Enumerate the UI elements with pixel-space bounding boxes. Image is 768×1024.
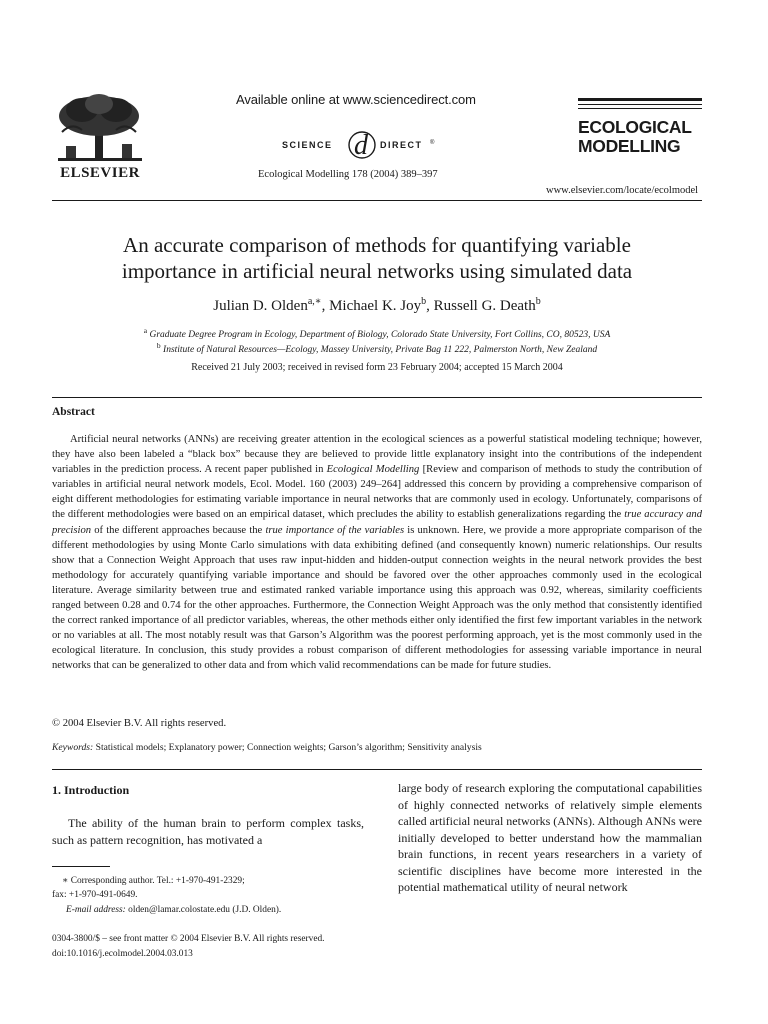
affiliation-text: Institute of Natural Resources—Ecology, Massey University, Private Bag 11 222, Palmerston North, New Zealand (163, 345, 598, 356)
abstract-text-run: [Review and comparison of methods to study the contribution of variables in artificial neural network models, Ecol. Model. 160 (2003) 249–264] addressed this concern by providing a comprehensive comparison of eight different methodologies for estimating variable importance in neural networks that are commonly used in ecology. Unfortunately, comparisons of the different methodologies were based on an empirical dataset, which precludes the ability to establish generalizations regarding the (52, 464, 702, 521)
title-divider (52, 397, 702, 398)
abstract-heading: Abstract (52, 406, 95, 418)
paper-title-line1: An accurate comparison of methods for quantifying variable (123, 233, 631, 257)
abstract-text-run: Artificial neural networks (ANNs) are receiving greater attention in the ecological sciences as a powerful statistical modeling technique; however, they have also been labeled a “black box” because they are believed to provide little explanatory insight into the contributions of the independent variables in the prediction process. A recent paper published in (52, 434, 702, 476)
abstract-italic-run: true importance of the variables (265, 524, 405, 536)
author-affil-mark[interactable]: b (421, 296, 427, 307)
header-divider (52, 200, 702, 201)
abstract-italic-run: true accuracy and precision (52, 509, 702, 536)
journal-rule (578, 98, 702, 101)
doi-link[interactable]: doi:10.1016/j.ecolmodel.2004.03.013 (52, 949, 193, 959)
journal-title-line1: ECOLOGICAL (578, 117, 692, 137)
author-name: Russell G. Death (433, 298, 536, 314)
author-separator: , (321, 298, 330, 314)
author-affil-mark[interactable]: a,∗ (307, 296, 322, 307)
email-label: E-mail address: (66, 905, 126, 915)
available-online-text[interactable]: Available online at www.sciencedirect.com (236, 92, 476, 107)
footnote-corresponding-author: ∗ Corresponding author. Tel.: +1-970-491-2329; (62, 876, 245, 886)
author-affil-mark[interactable]: b (535, 296, 541, 307)
keywords-label: Keywords: (52, 742, 94, 753)
abstract-paragraph (52, 432, 702, 674)
publisher-name: ELSEVIER (60, 165, 140, 181)
sd-left-text: SCIENCE (282, 140, 333, 150)
issn-front-matter: 0304-3800/$ – see front matter © 2004 Elsevier B.V. All rights reserved. (52, 934, 325, 944)
affiliation-mark: a (143, 326, 148, 335)
affiliation-text: Graduate Degree Program in Ecology, Department of Biology, Colorado State University, Fort Collins, CO, 80523, USA (149, 330, 611, 341)
right-column-paragraph: large body of research exploring the computational capabilities of highly connected networks of relatively simple elements called artificial neural networks (ANNs). Although ANNs were initially developed to better understand how the mammalian brain functions, in recent years researchers in a variety of scientific disciplines have become more interested in the potential mathematical utility of neural network (398, 781, 702, 894)
journal-url-link[interactable]: www.elsevier.com/locate/ecolmodel (546, 185, 699, 196)
science-direct-logo (282, 124, 442, 164)
footnote-email (66, 905, 281, 915)
journal-title (578, 118, 692, 156)
author-name: Michael K. Joy (329, 298, 422, 314)
affiliation-b (52, 341, 702, 355)
affiliation-a (52, 326, 702, 340)
author-list (52, 296, 702, 315)
author-name: Julian D. Olden (213, 298, 308, 314)
journal-title-line2: MODELLING (578, 136, 681, 156)
sd-right-text: DIRECT (380, 140, 423, 150)
keywords (52, 742, 482, 753)
received-dates: Received 21 July 2003; received in revised form 23 February 2004; accepted 15 March 2004 (191, 362, 563, 373)
paper-title-line2: importance in artificial neural networks using simulated data (121, 259, 633, 283)
abstract-text-run: is unknown. Here, we provide a more appropriate comparison of the different methodologies by using Monte Carlo simulations with data exhibiting defined (and consequently known) numeric relationships. Our results show that a Connection Weight Approach that uses raw input-hidden and hidden-output connection weights in the neural network provides the best methodology for accurately quantifying variable importance and should be favored over the other approaches commonly used in the ecological literature. Average similarity between true and estimated ranked variable importance using this approach was 0.92, whereas, similarity coefficients ranged between 0.28 and 0.74 for the other approaches. Furthermore, the Connection Weight Approach was the only method that consistently identified the correct ranked importance of all predictor variables, whereas, the other methods either only identified the first few important variables in the network or no variables at all. The most notably result was that Garson’s Algorithm was the poorest performing approach, yet is the most commonly used in the ecological literature. In conclusion, this study provides a robust comparison of different methodologies for assessing variable importance in neural networks that can be generalized to other data and from which valid recommendations can be made for future studies. (52, 524, 702, 672)
left-column-paragraph: The ability of the human brain to perform complex tasks, such as pattern recognition, has motivated a (52, 816, 364, 847)
keywords-text: Statistical models; Explanatory power; Connection weights; Garson’s algorithm; Sensitivity analysis (93, 742, 482, 753)
abstract-divider (52, 769, 702, 770)
abstract-copyright: © 2004 Elsevier B.V. All rights reserved. (52, 718, 227, 729)
email-link[interactable]: olden@lamar.colostate.edu (J.D. Olden). (125, 905, 282, 915)
paper-title (52, 232, 702, 284)
footnote-divider (52, 866, 110, 867)
footnote-fax: fax: +1-970-491-0649. (52, 890, 138, 900)
sd-d-mark: d (354, 130, 368, 161)
sd-registered-mark: ® (430, 140, 435, 146)
section-heading-introduction: 1. Introduction (52, 783, 130, 797)
abstract-text-run: of the different approaches because the (91, 524, 266, 536)
journal-rule (578, 104, 702, 105)
journal-rule (578, 108, 702, 109)
affiliation-mark: b (156, 341, 161, 350)
author-separator: , (426, 298, 434, 314)
abstract-italic-run: Ecological Modelling (326, 464, 420, 476)
journal-citation: Ecological Modelling 178 (2004) 389–397 (258, 169, 438, 180)
